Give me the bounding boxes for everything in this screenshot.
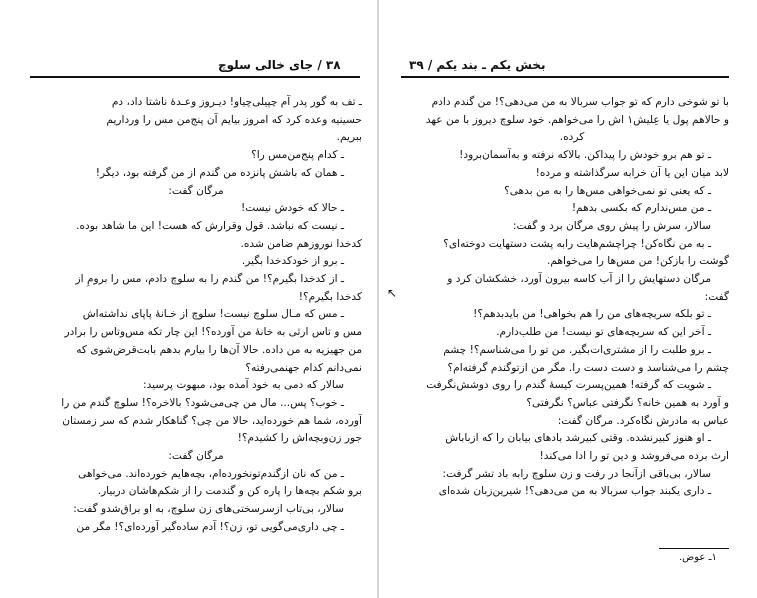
text-line: برو شکم بچه‌ها را پاره کن و گندمت را از شکم‌هاشان دربیار. [97, 485, 362, 498]
text-line: ـ کدام پنج‌من‌مس را؟ [251, 149, 344, 162]
text-line: ـ مس که مـال سلوچ نیست! سلوچ از خـانهٔ پاپای نداشته‌اش [82, 308, 344, 321]
margin-pencil-mark: ↖ [387, 286, 398, 300]
text-line: ـ خوب؟ پس... مال من چی‌می‌شود؟ بالاخره؟! سلوچ گندم من را [61, 396, 344, 409]
text-line: چشم را می‌شناسد و دست دست را. مگر من ازتوگندم گرفته‌ام؟ [447, 361, 729, 374]
left-page [0, 0, 378, 598]
text-line: ـ همان که باشش پانزده من گندم از من گرفته بود، دیگر! [95, 166, 344, 179]
header-rule [30, 76, 360, 78]
text-line: گفت: [704, 290, 729, 303]
text-line: کدخدا بگیرم؟! [298, 290, 362, 303]
header-rule [401, 76, 729, 78]
text-line: سالار، سرش را پیش روی مرگان برد و گفت: [512, 219, 711, 232]
footnote: ۱ـ عوض. [679, 552, 717, 563]
text-line: سالار، بی‌تاب ازسرسختی‌های زن سلوچ، به او براق‌شدو گفت: [73, 503, 344, 516]
text-line: ـ برو از خودکدخدا بگیر. [241, 255, 344, 268]
text-line: و آورد به همین خانه؟ نگرفتی عباس؟ نگرفتی؟ [526, 396, 729, 409]
text-line: ـ من مس‌ندارم که بکسی بدهم! [571, 202, 711, 215]
text-line: ـ شویت که گرفته! همین‌پسرت کیسهٔ گندم را روی دوشش‌نگرفت [426, 379, 711, 392]
text-line: ـ آخر این که سربچه‌های تو نیست! من طلب‌دارم. [496, 326, 711, 339]
text-line: مرگان گفت: [168, 450, 224, 463]
text-line: نمی‌دانم کدام جهنمی‌رفته؟ [245, 361, 362, 374]
text-line: ـ که یعنی تو نمی‌خواهی مس‌ها را به من بدهی؟ [504, 184, 711, 197]
text-line: کدخدا نوروزهم ضامن شده. [240, 237, 362, 250]
text-line: ـ تو بلکه سربچه‌های من را هم بخواهی! من بایدبدهم؟! [473, 308, 711, 321]
text-line: ـ حالا که خودش نیست! [240, 202, 344, 215]
text-line: مس و تاس ارثی به خانهٔ من آورده؟! این چار تکه مس‌وتاس را برادر [64, 326, 362, 339]
text-line: ـ چی داری‌می‌گویی تو، زن؟! آدم ساده‌گیر آورده‌ای؟! مگر من [76, 520, 344, 533]
text-line: ـ تف به گور پدر آم چپیلی‌چیاو! دیـروز وعـدهٔ ناشتا داد، دم [111, 96, 362, 108]
text-line: ـ من که نان ازگندم‌تونخورده‌ام، بچه‌هایم خورده‌اند. می‌خواهی [78, 467, 344, 480]
right-page [379, 0, 757, 598]
text-line: آورده، شما هم خورده‌اید، حالا من چی؟ گناهکار شدم که سر زمستان [62, 414, 362, 427]
text-line: سالار که دمی به خود آمده بود، مبهوت پرسید: [143, 379, 344, 392]
text-line: من جهیزیه به من داده. حالا آن‌ها را بیارم بدهم بابت‌قرض‌شوی که [76, 343, 362, 356]
text-line: مرگان گفت: [168, 184, 224, 197]
right-page-header: بخش یکم ـ بند یکم / ۳۹ [409, 58, 546, 72]
text-line: لابد میان این یا آن خرابه سرگذاشته و مرده! [535, 166, 729, 179]
text-line: جور زن‌وبچه‌اش را کشیدم؟! [237, 432, 362, 445]
left-page-header: ۳۸ / جای خالی سلوچ [218, 58, 341, 72]
text-line: ـ به من نگاه‌کن! چراچشم‌هایت رابه پشت دستهایت دوخته‌ای؟ [443, 237, 711, 250]
text-line: ـ تو هم برو خودش را پیداکن. بالاکه نرفته و به‌آسمان‌برود! [459, 149, 711, 162]
text-line: عباس به مادرش نگاه‌کرد. مرگان گفت: [557, 414, 729, 427]
text-line: ـ از کدخدا بگیرم؟! من گندم را به سلوچ دادم، مس را برومِ از [75, 273, 344, 286]
text-line: با تو شوخی دارم که تو جواب سربالا به من می‌دهی؟! من گندم دادم [431, 96, 729, 108]
text-line: ـ داری یکبند جواب سربالا به من می‌دهی؟! شیرین‌زبان شده‌ای [438, 485, 711, 498]
text-line: ـ برو طلبت را از مشتری‌ات‌بگیر. من تو را می‌شناسم؟! چشم [443, 343, 711, 356]
text-line: ـ او هنوز کبیرنشده. وقتی کبیرشد بادهای بیابان را که ازباباش [445, 432, 711, 445]
text-line: کرده. [559, 131, 585, 144]
text-line: سالار، بی‌باقی ازآنجا در رفت و زن سلوچ رابه باد تشر گرفت: [442, 467, 711, 480]
text-line: و حالاهم پول یا عِلیش۱ اش را می‌خواهم. خود سلوچ دیروز با من عهد [425, 113, 729, 126]
text-line: مرگان دستهایش را از آب کاسه بیرون آورد، خشکشان کرد و [447, 273, 711, 286]
text-line: ارث برده می‌فروشد و دین تو را ادا می‌کند! [539, 450, 729, 463]
left-page-body [30, 94, 362, 537]
text-line: ببریم. [336, 131, 362, 144]
footnote-rule [659, 548, 729, 549]
text-line: ـ نیست که نباشد. قول وقرارش که هست! این ما شاهد بوده. [76, 219, 344, 232]
text-line: حسینیه وعده کرد که امروز بیایم آن پنج‌من مس را ورداریم [106, 113, 362, 126]
text-line: گوشت را بازکن! من مس‌ها را می‌خواهم. [547, 255, 729, 268]
right-page-body [415, 94, 729, 501]
